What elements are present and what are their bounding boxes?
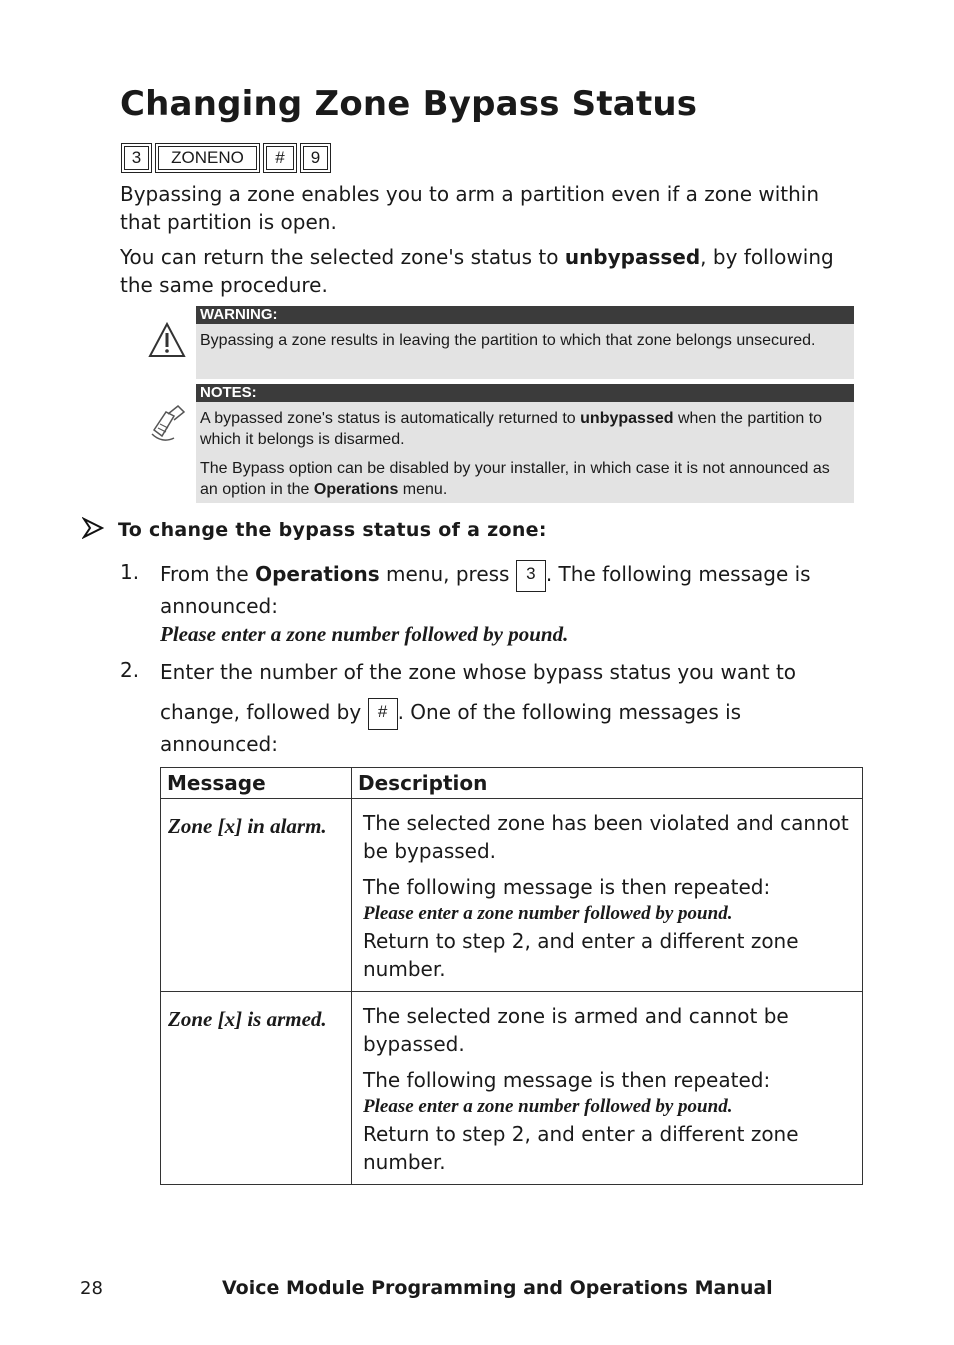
step-1-middle: menu, press bbox=[379, 562, 516, 586]
intro-paragraph-2 bbox=[120, 243, 840, 299]
note-2-bold: Operations bbox=[313, 481, 399, 498]
step-2-after: . One of the following messages is announced: bbox=[160, 700, 742, 756]
table-cell-message bbox=[161, 992, 352, 1185]
key-sequence bbox=[121, 143, 331, 173]
step-1-number: 1. bbox=[120, 560, 140, 584]
step-2-line-1: Enter the number of the zone whose bypass status you want to bbox=[160, 660, 797, 684]
desc-repeat-message: Please enter a zone number followed by pound. bbox=[363, 903, 733, 924]
table-cell-description bbox=[352, 799, 863, 992]
note-2-text: The Bypass option can be disabled by your installer, in which case it is not announced as an option in the bbox=[200, 460, 830, 498]
page-title: Changing Zone Bypass Status bbox=[120, 84, 698, 124]
key-3-inline: 3 bbox=[516, 560, 546, 592]
table-cell-message bbox=[161, 799, 352, 992]
desc-repeat-label: The following message is then repeated: bbox=[363, 1068, 771, 1092]
intro-paragraph-1: Bypassing a zone enables you to arm a partition even if a zone within that partition is open. bbox=[120, 182, 820, 234]
footer-manual-title: Voice Module Programming and Operations Manual bbox=[222, 1277, 773, 1299]
intro-2-text: You can return the selected zone's status to bbox=[120, 245, 565, 269]
intro-2-bold: unbypassed bbox=[564, 245, 701, 269]
key-zoneno: ZONENO bbox=[155, 143, 260, 173]
step-2-before: change, followed by bbox=[160, 700, 368, 724]
warning-triangle-icon bbox=[148, 322, 186, 362]
note-1-bold: unbypassed bbox=[580, 410, 674, 427]
page-number: 28 bbox=[80, 1278, 103, 1299]
desc-repeat-label: The following message is then repeated: bbox=[363, 875, 771, 899]
desc-repeat-message: Please enter a zone number followed by pound. bbox=[363, 1096, 733, 1117]
desc-return: Return to step 2, and enter a different zone number. bbox=[363, 1122, 799, 1174]
key-hash-inline: # bbox=[368, 698, 398, 730]
table-row bbox=[161, 799, 863, 992]
desc-text bbox=[363, 873, 851, 983]
procedure-heading bbox=[82, 517, 547, 543]
key-hash: # bbox=[263, 143, 297, 173]
announcement-message: Please enter a zone number followed by pound. bbox=[160, 622, 569, 646]
message-zone-is-armed: Zone [x] is armed. bbox=[168, 1007, 327, 1031]
procedure-title: To change the bypass status of a zone: bbox=[118, 519, 547, 541]
step-2-text bbox=[160, 698, 850, 758]
desc-return: Return to step 2, and enter a different zone number. bbox=[363, 929, 799, 981]
key-9: 9 bbox=[300, 143, 331, 173]
notes-body bbox=[196, 402, 854, 503]
message-zone-in-alarm: Zone [x] in alarm. bbox=[168, 814, 327, 838]
table-row bbox=[161, 992, 863, 1185]
table-header-row bbox=[161, 768, 863, 799]
step-1-text bbox=[160, 560, 850, 620]
notes-box bbox=[196, 384, 854, 503]
warning-box bbox=[196, 306, 854, 379]
warning-heading: WARNING: bbox=[196, 306, 854, 324]
desc-text: The selected zone has been violated and cannot be bypassed. bbox=[363, 811, 849, 863]
messages-table bbox=[160, 767, 863, 1185]
step-1-before: From the bbox=[160, 562, 256, 586]
intro-2-text-end: , by following the same procedure. bbox=[120, 245, 834, 297]
note-2-text-end: menu. bbox=[398, 481, 448, 498]
notes-hand-icon bbox=[148, 404, 188, 452]
warning-body bbox=[196, 324, 854, 379]
note-1-text: A bypassed zone's status is automatically returned to bbox=[200, 410, 581, 427]
arrow-bullet-icon bbox=[82, 517, 104, 543]
step-1-bold: Operations bbox=[255, 562, 380, 586]
notes-heading: NOTES: bbox=[196, 384, 854, 402]
table-header-message: Message bbox=[161, 768, 352, 799]
note-1-text-end: when the partition to which it belongs is disarmed. bbox=[200, 410, 823, 448]
desc-text: The selected zone is armed and cannot be bypassed. bbox=[363, 1004, 789, 1056]
note-1 bbox=[200, 408, 850, 450]
step-1-after: . The following message is announced: bbox=[160, 562, 811, 618]
step-2-number: 2. bbox=[120, 658, 140, 682]
note-2 bbox=[200, 458, 850, 500]
table-cell-description bbox=[352, 992, 863, 1185]
warning-text: Bypassing a zone results in leaving the partition to which that zone belongs unsecured. bbox=[200, 332, 816, 349]
table-header-description: Description bbox=[352, 768, 863, 799]
desc-text bbox=[363, 1066, 851, 1176]
key-3: 3 bbox=[121, 143, 152, 173]
